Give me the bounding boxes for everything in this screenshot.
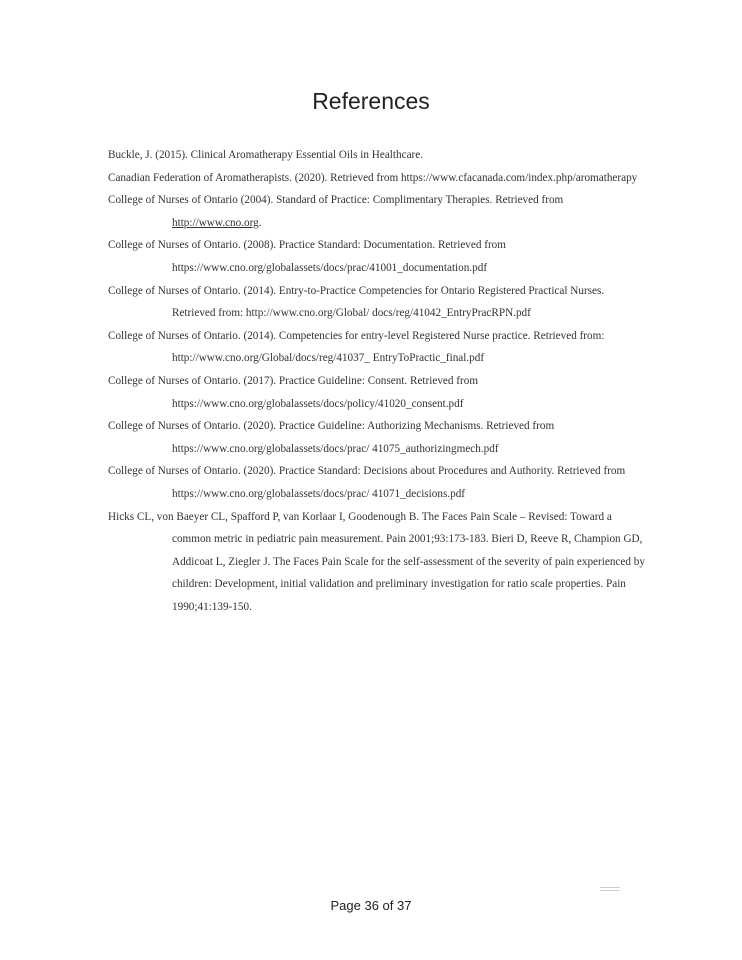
reference-text: College of Nurses of Ontario. (2008). Practice Standard: Documentation. Retrieved from https://www.cno.org/globalassets/docs/prac/41001_documentation.pdf bbox=[108, 239, 506, 274]
reference-text: College of Nurses of Ontario. (2014). Competencies for entry-level Registered Nurse practice. Retrieved from: http://www.cno.org/Global/docs/reg/41037_ EntryToPractic_final.pdf bbox=[108, 329, 605, 365]
reference-entry bbox=[108, 415, 648, 460]
reference-entry bbox=[108, 189, 648, 234]
reference-text: Hicks CL, von Baeyer CL, Spafford P, van Korlaar I, Goodenough B. The Faces Pain Scale – Revised: Toward a common metric in pediatric pain measurement. Pain 2001;93:173-183. Bieri D, Reeve R, Champion GD, Addicoat L, Ziegler J. The Faces Pain Scale for the self-assessment of the severity of pain experienced by children: Development, initial validation and preliminary investigation for ratio scale properties. Pain 1990;41:139-150. bbox=[108, 510, 645, 613]
reference-entry bbox=[108, 460, 648, 505]
reference-entry bbox=[108, 506, 648, 619]
corner-mark-icon bbox=[600, 885, 620, 895]
reference-entry bbox=[108, 234, 648, 279]
reference-entry bbox=[108, 167, 648, 190]
reference-text: College of Nurses of Ontario (2004). Standard of Practice: Complimentary Therapies. Retrieved from bbox=[108, 194, 564, 207]
reference-text: College of Nurses of Ontario. (2020). Practice Standard: Decisions about Procedures and Authority. Retrieved from https://www.cno.org/globalassets/docs/prac/ 41071_decisions.pdf bbox=[108, 465, 626, 500]
reference-entry bbox=[108, 370, 648, 415]
reference-text: Canadian Federation of Aromatherapists. (2020). Retrieved from https://www.cfacanada.com/index.php/aromatherapy bbox=[108, 171, 638, 184]
reference-entry bbox=[108, 325, 648, 370]
page-number: Page 36 of 37 bbox=[330, 898, 412, 913]
reference-text: College of Nurses of Ontario. (2017). Practice Guideline: Consent. Retrieved from https://www.cno.org/globalassets/docs/policy/41020_consent.pdf bbox=[108, 374, 479, 410]
reference-text: College of Nurses of Ontario. (2020). Practice Guideline: Authorizing Mechanisms. Retrieved from https://www.cno.org/globalassets/docs/prac/ 41075_authorizingmech.pdf bbox=[108, 420, 555, 455]
reference-text-end: . bbox=[258, 216, 262, 229]
reference-link[interactable]: http://www.cno.org bbox=[172, 216, 259, 229]
reference-entry bbox=[108, 144, 648, 167]
references-list bbox=[108, 144, 648, 618]
page-heading: References bbox=[312, 88, 430, 114]
reference-entry bbox=[108, 280, 648, 325]
reference-text: Buckle, J. (2015). Clinical Aromatherapy Essential Oils in Healthcare. bbox=[108, 149, 424, 161]
reference-text: College of Nurses of Ontario. (2014). Entry-to-Practice Competencies for Ontario Registered Practical Nurses. Retrieved from: http://www.cno.org/Global/ docs/reg/41042_EntryPracRPN.pdf bbox=[108, 284, 605, 320]
